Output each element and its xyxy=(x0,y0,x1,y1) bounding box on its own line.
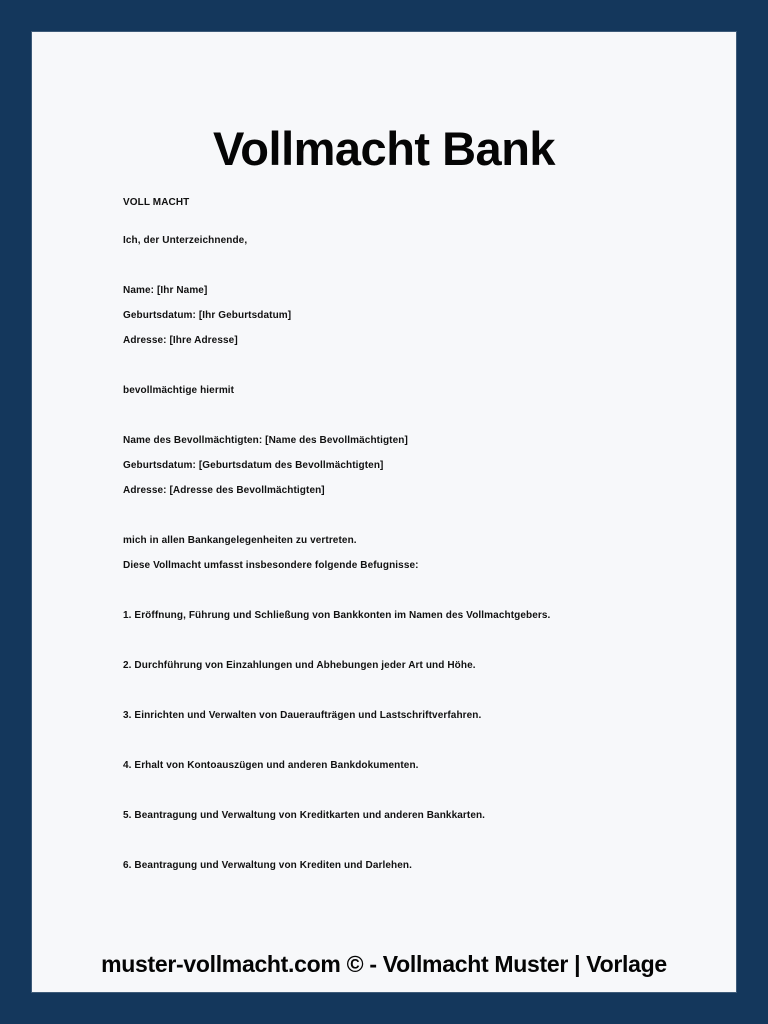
heading-voll-macht: VOLL MACHT xyxy=(123,197,190,208)
principal-birthdate-line: Geburtsdatum: [Ihr Geburtsdatum] xyxy=(123,310,292,321)
intro-line: Ich, der Unterzeichnende, xyxy=(123,235,248,246)
power-item-3: 3. Einrichten und Verwalten von Daueraufträgen und Lastschriftverfahren. xyxy=(123,710,482,721)
principal-address-line: Adresse: [Ihre Adresse] xyxy=(123,335,238,346)
powers-intro-line: Diese Vollmacht umfasst insbesondere folgende Befugnisse: xyxy=(123,560,419,571)
site-credit: muster-vollmacht.com © - Vollmacht Muster | Vorlage xyxy=(101,951,667,977)
power-item-1: 1. Eröffnung, Führung und Schließung von Bankkonten im Namen des Vollmachtgebers. xyxy=(123,610,551,621)
authorize-line: bevollmächtige hiermit xyxy=(123,385,235,396)
scope-line: mich in allen Bankangelegenheiten zu vertreten. xyxy=(123,535,357,546)
principal-name-line: Name: [Ihr Name] xyxy=(123,285,208,296)
document-body xyxy=(123,32,691,878)
attorney-name-line: Name des Bevollmächtigten: [Name des Bevollmächtigten] xyxy=(123,435,408,446)
attorney-address-line: Adresse: [Adresse des Bevollmächtigten] xyxy=(123,485,325,496)
power-item-2: 2. Durchführung von Einzahlungen und Abhebungen jeder Art und Höhe. xyxy=(123,660,476,671)
page-title: Vollmacht Bank xyxy=(212,122,556,176)
power-item-4: 4. Erhalt von Kontoauszügen und anderen Bankdokumenten. xyxy=(123,760,419,771)
power-item-5: 5. Beantragung und Verwaltung von Kreditkarten und anderen Bankkarten. xyxy=(123,810,486,821)
document-page xyxy=(32,32,736,992)
power-item-6: 6. Beantragung und Verwaltung von Krediten und Darlehen. xyxy=(123,860,412,871)
attorney-birthdate-line: Geburtsdatum: [Geburtsdatum des Bevollmächtigten] xyxy=(123,460,384,471)
